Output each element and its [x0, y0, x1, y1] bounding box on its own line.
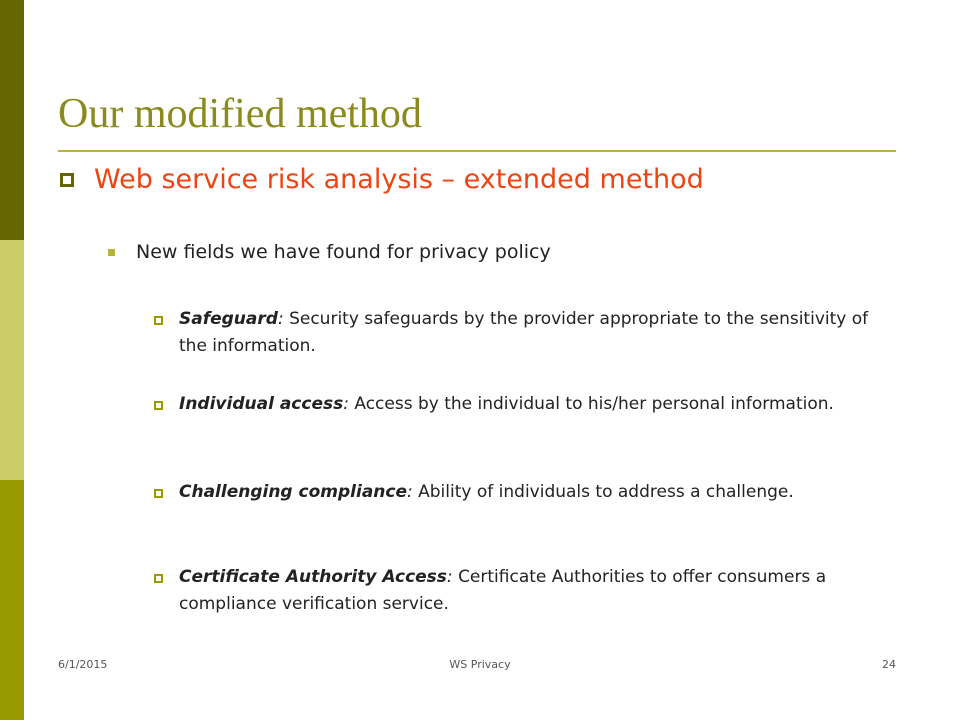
item-separator: : — [446, 567, 453, 587]
item-separator: : — [277, 309, 284, 329]
heading-row — [60, 160, 704, 200]
item-description: Ability of individuals to address a challenge. — [418, 482, 794, 502]
slide-title: Our modified method — [58, 91, 422, 137]
hollow-square-bullet-icon — [154, 489, 163, 498]
footer-date: 6/1/2015 — [58, 658, 108, 671]
sidebar-band-bottom — [0, 480, 24, 720]
title-divider — [58, 150, 896, 152]
item-term: Individual access — [179, 394, 344, 414]
item-separator: : — [343, 394, 349, 414]
footer-title: WS Privacy — [449, 658, 511, 671]
slide-heading: Web service risk analysis – extended method — [94, 164, 704, 195]
item-term: Safeguard — [179, 309, 278, 329]
page-number: 24 — [882, 658, 896, 671]
slide-subheading: New fields we have found for privacy policy — [136, 241, 551, 263]
hollow-square-bullet-icon — [154, 574, 163, 583]
square-bullet-icon — [60, 173, 74, 187]
list-item-certificate-authority-access — [154, 564, 884, 618]
item-description: Certificate Authorities to offer consumers a compliance verification service. — [179, 567, 827, 614]
hollow-square-bullet-icon — [154, 316, 163, 325]
hollow-square-bullet-icon — [154, 401, 163, 410]
list-item-individual-access — [154, 391, 884, 418]
item-description: Security safeguards by the provider appropriate to the sensitivity of the information. — [179, 309, 869, 356]
list-item-challenging-compliance — [154, 479, 884, 506]
item-term: Certificate Authority Access — [179, 567, 447, 587]
list-item-safeguard — [154, 306, 884, 360]
item-term: Challenging compliance — [179, 482, 407, 502]
item-description: Access by the individual to his/her personal information. — [354, 394, 834, 414]
sidebar-band-middle — [0, 240, 24, 480]
subheading-row — [108, 238, 551, 266]
sidebar-band-top — [0, 0, 24, 240]
filled-square-bullet-icon — [108, 249, 115, 256]
item-separator: : — [407, 482, 413, 502]
